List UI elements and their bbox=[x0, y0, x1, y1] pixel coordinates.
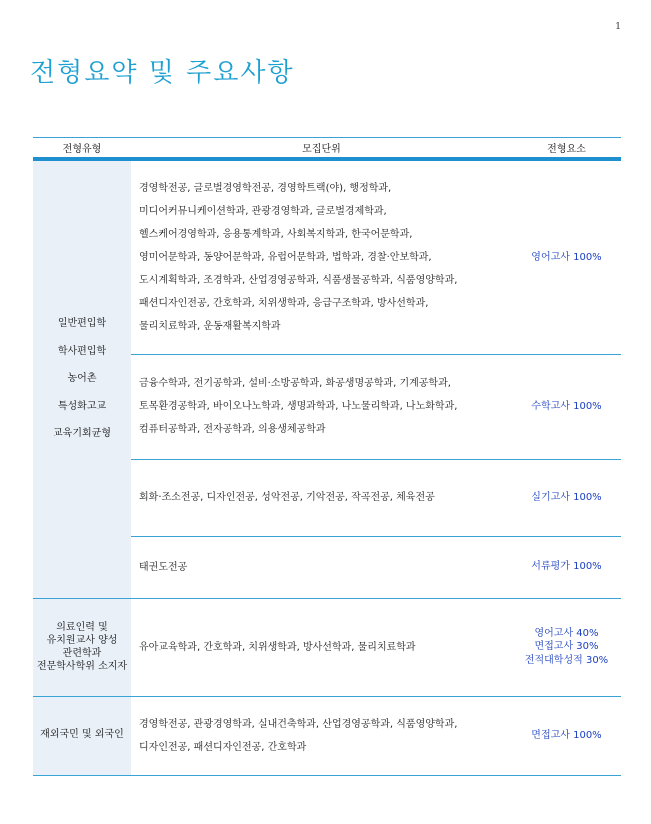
admission-element-cell bbox=[512, 159, 621, 354]
recruit-unit-cell bbox=[131, 459, 512, 536]
admission-element-cell bbox=[512, 459, 621, 536]
recruit-unit-cell bbox=[131, 536, 512, 598]
element-line: 전적대학성적 30% bbox=[524, 654, 609, 666]
header-recruit-unit: 모집단위 bbox=[131, 138, 512, 160]
admission-element-cell bbox=[512, 536, 621, 598]
admission-type-label: 재외국민 및 외국인 bbox=[40, 729, 124, 741]
admission-type-cell-general bbox=[33, 159, 131, 598]
admission-type-cell-medical bbox=[33, 598, 131, 696]
admission-type-label: 의료인력 및 bbox=[56, 622, 108, 633]
table-row bbox=[33, 696, 621, 775]
element-line: 실기고사 100% bbox=[531, 491, 602, 503]
admission-type-label: 학사편입학 bbox=[57, 345, 107, 357]
element-line: 수학고사 100% bbox=[531, 400, 602, 412]
unit-line: 헬스케어경영학과, 응용통계학과, 사회복지학과, 한국어문학과, bbox=[139, 228, 413, 240]
unit-line: 컴퓨터공학과, 전자공학과, 의용생체공학과 bbox=[139, 424, 326, 435]
admission-element-cell bbox=[512, 354, 621, 459]
recruit-unit-cell bbox=[131, 598, 512, 696]
unit-line: 물리치료학과, 운동재활복지학과 bbox=[139, 320, 281, 332]
recruit-unit-cell bbox=[131, 159, 512, 354]
unit-line: 경영학전공, 글로벌경영학전공, 경영학트랙(야), 행정학과, bbox=[139, 182, 392, 194]
page-title: 전형요약 및 주요사항 bbox=[30, 58, 295, 88]
admission-type-label: 특성화고교 bbox=[57, 400, 107, 412]
unit-line: 토목환경공학과, 바이오나노학과, 생명과학과, 나노물리학과, 나노화학과, bbox=[139, 401, 458, 412]
unit-line: 패션디자인전공, 간호학과, 치위생학과, 응급구조학과, 방사선학과, bbox=[139, 297, 429, 309]
table-header-row bbox=[33, 138, 621, 160]
element-line: 면접고사 100% bbox=[531, 729, 602, 741]
page-number: 1 bbox=[615, 22, 621, 32]
admission-element-cell bbox=[512, 696, 621, 775]
unit-line: 영미어문학과, 동양어문학과, 유럽어문학과, 법학과, 경찰·안보학과, bbox=[139, 251, 432, 263]
recruit-unit-cell bbox=[131, 696, 512, 775]
unit-line: 디자인전공, 패션디자인전공, 간호학과 bbox=[139, 741, 307, 753]
header-admission-type: 전형유형 bbox=[33, 138, 131, 160]
admission-type-label: 유치원교사 양성 bbox=[46, 635, 118, 646]
table-row bbox=[33, 159, 621, 354]
header-admission-element: 전형요소 bbox=[512, 138, 621, 160]
unit-line: 도시계획학과, 조경학과, 산업경영공학과, 식품생물공학과, 식품영양학과, bbox=[139, 274, 458, 286]
admission-element-cell bbox=[512, 598, 621, 696]
element-line: 영어고사 100% bbox=[531, 251, 602, 263]
unit-line: 금융수학과, 전기공학과, 설비·소방공학과, 화공생명공학과, 기계공학과, bbox=[139, 378, 451, 389]
unit-line: 미디어커뮤니케이션학과, 관광경영학과, 글로벌경제학과, bbox=[139, 205, 387, 217]
element-line: 면접고사 30% bbox=[534, 641, 599, 653]
admission-type-cell-overseas bbox=[33, 696, 131, 775]
table-row bbox=[33, 598, 621, 696]
unit-line: 경영학전공, 관광경영학과, 실내건축학과, 산업경영공학과, 식품영양학과, bbox=[139, 718, 458, 730]
unit-line: 태권도전공 bbox=[139, 561, 188, 573]
element-line: 영어고사 40% bbox=[534, 627, 599, 639]
admission-type-label: 전문학사학위 소지자 bbox=[36, 661, 128, 672]
admission-type-label: 일반편입학 bbox=[57, 318, 107, 329]
element-line: 서류평가 100% bbox=[531, 561, 602, 573]
admission-summary-table bbox=[33, 137, 621, 776]
recruit-unit-cell bbox=[131, 354, 512, 459]
unit-line: 유아교육학과, 간호학과, 치위생학과, 방사선학과, 물리치료학과 bbox=[139, 641, 416, 653]
unit-line: 회화·조소전공, 디자인전공, 성악전공, 기악전공, 작곡전공, 체육전공 bbox=[139, 492, 435, 503]
admission-type-label: 교육기회균형 bbox=[53, 428, 111, 439]
admission-type-label: 관련학과 bbox=[62, 648, 102, 659]
admission-type-label: 농어촌 bbox=[67, 373, 97, 384]
